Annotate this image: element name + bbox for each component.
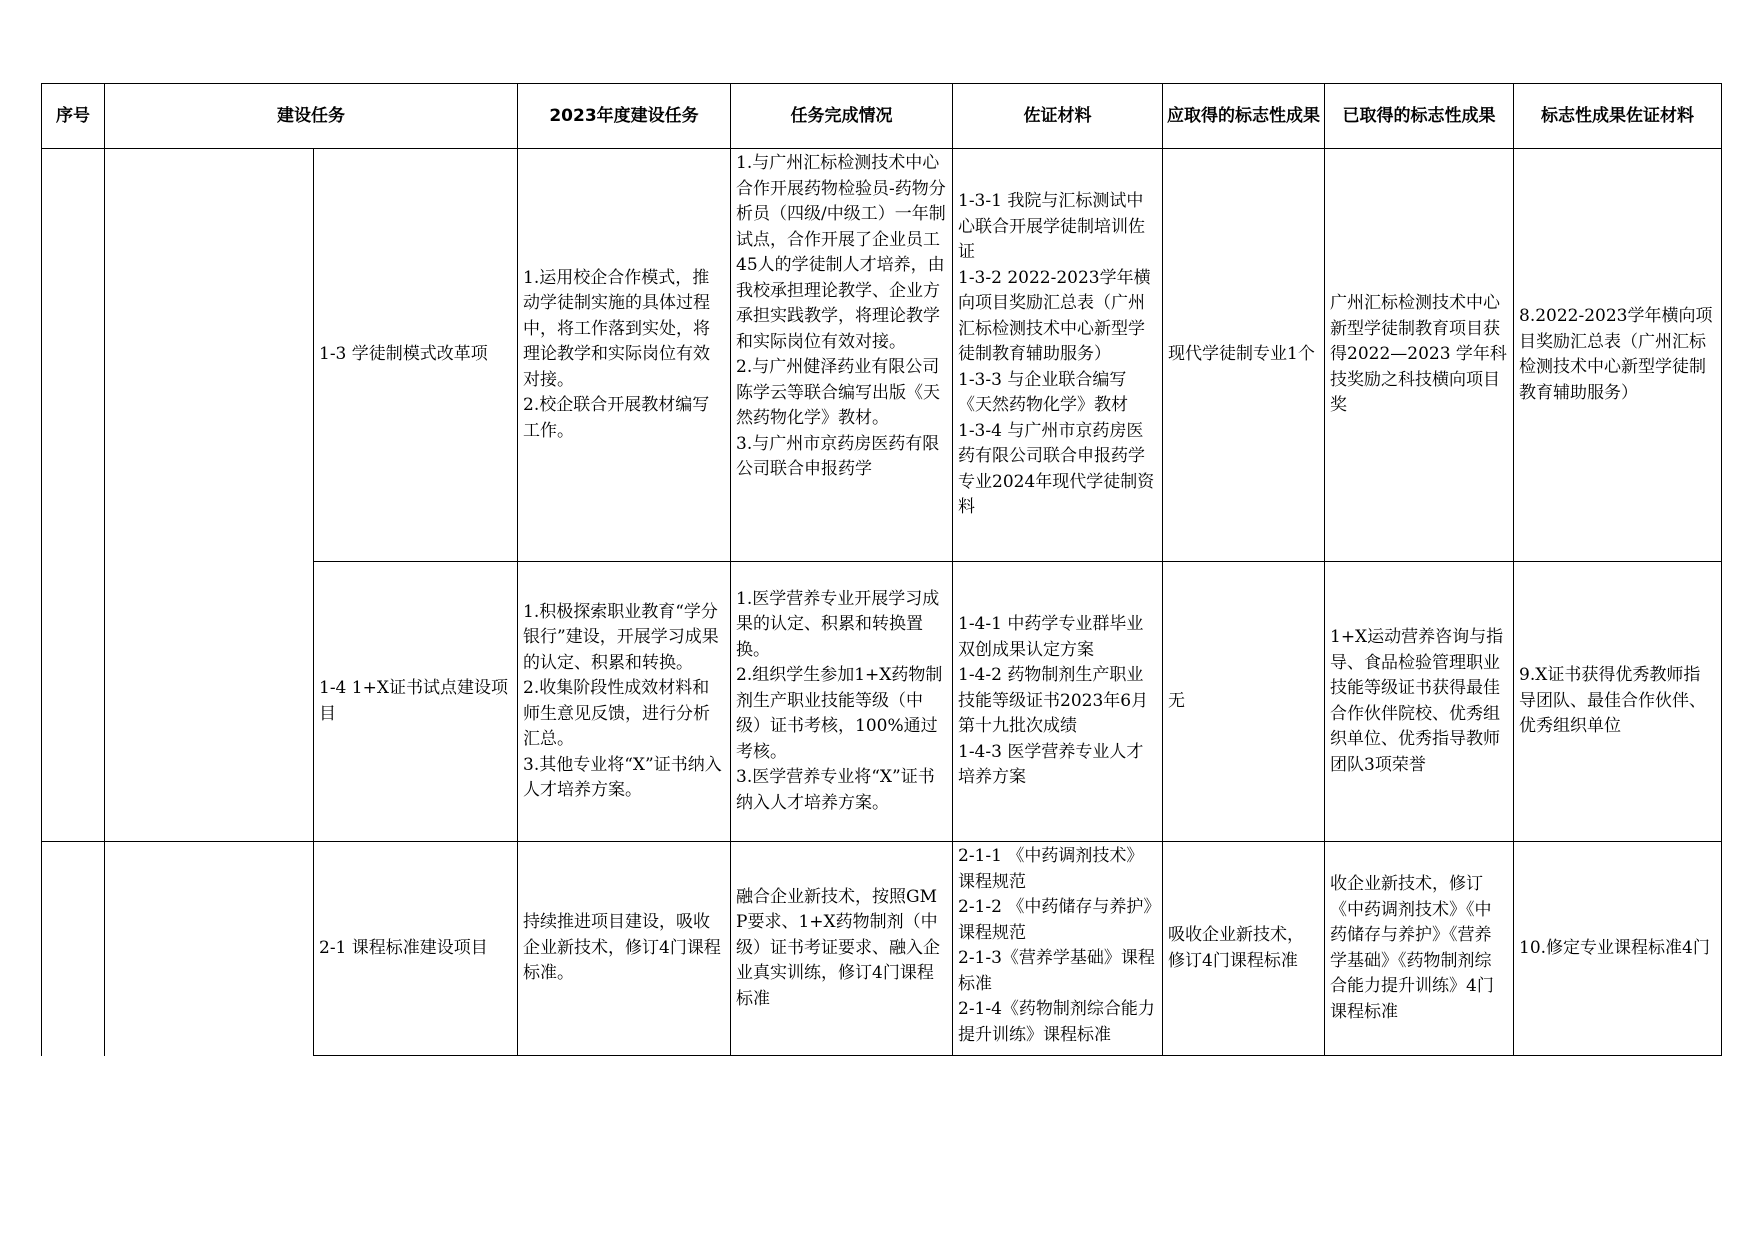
table-row [42,842,1722,1056]
task-cell [105,842,314,1056]
completion-cell: 1.医学营养专业开展学习成果的认定、积累和转换置换。 2.组织学生参加1+X药物制剂生产职业技能等级（中级）证书考核，100%通过考核。 3.医学营养专业将“X”证书纳入人才培养方案。 [731,562,953,842]
achieved-cell: 广州汇标检测技术中心新型学徒制教育项目获得2022—2023 学年科技奖励之科技横向项目奖 [1325,149,1514,562]
completion-cell: 1.与广州汇标检测技术中心合作开展药物检验员-药物分析员（四级/中级工）一年制试点，合作开展了企业员工45人的学徒制人才培养，由我校承担理论教学、企业方承担实践教学，将理论教学和实际岗位有效对接。 2.与广州健泽药业有限公司陈学云等联合编写出版《天然药物化学》教材。 3.与广州市京药房医药有限公司联合申报药学 [736,153,946,479]
header-task-2023: 2023年度建设任务 [518,84,731,149]
evidence-cell: 1-4-1 中药学专业群毕业双创成果认定方案 1-4-2 药物制剂生产职业技能等级证书2023年6月第十九批次成绩 1-4-3 医学营养专业人才培养方案 [953,562,1163,842]
subtask-cell: 2-1 课程标准建设项目 [314,842,518,1056]
achieved-cell: 1+X运动营养咨询与指导、食品检验管理职业技能等级证书获得最佳合作伙伴院校、优秀组织单位、优秀指导教师团队3项荣誉 [1325,562,1514,842]
header-seq: 序号 [42,84,105,149]
task-2023-cell: 持续推进项目建设，吸收企业新技术，修订4门课程标准。 [518,842,731,1056]
table-row [42,149,1722,562]
task-2023-cell: 1.积极探索职业教育“学分银行”建设，开展学习成果的认定、积累和转换。 2.收集阶段性成效材料和师生意见反馈，进行分析汇总。 3.其他专业将“X”证书纳入人才培养方案。 [518,562,731,842]
expected-cell: 无 [1163,562,1325,842]
expected-cell: 吸收企业新技术，修订4门课程标准 [1163,842,1325,1056]
header-achieved-evidence: 标志性成果佐证材料 [1514,84,1722,149]
header-task: 建设任务 [105,84,518,149]
construction-task-table [41,83,1722,1056]
header-expected-results: 应取得的标志性成果 [1163,84,1325,149]
task-cell [105,149,314,842]
header-row [42,84,1722,149]
task-2023-cell: 1.运用校企合作模式，推动学徒制实施的具体过程中，将工作落到实处，将理论教学和实际岗位有效对接。 2.校企联合开展教材编写工作。 [518,149,731,562]
document-sheet [41,83,1721,1056]
completion-cell: 融合企业新技术，按照GMP要求、1+X药物制剂（中级）证书考证要求、融入企业真实训练，修订4门课程标准 [731,842,953,1056]
evidence-cell: 2-1-1 《中药调剂技术》课程规范 2-1-2 《中药储存与养护》课程规范 2-1-3《营养学基础》课程标准 2-1-4《药物制剂综合能力提升训练》课程标准 [958,846,1155,1045]
achieved-cell: 收企业新技术，修订《中药调剂技术》《中药储存与养护》《营养学基础》《药物制剂综合能力提升训练》4门课程标准 [1325,842,1514,1056]
evidence-cell: 1-3-1 我院与汇标测试中心联合开展学徒制培训佐证 1-3-2 2022-2023学年横向项目奖励汇总表（广州汇标检测技术中心新型学徒制教育辅助服务） 1-3-3 与企业联合编写《天然药物化学》教材 1-3-4 与广州市京药房医药有限公司联合申报药学专业2024年现代学徒制资料 [953,149,1163,562]
seq-cell [42,842,105,1056]
header-completion: 任务完成情况 [731,84,953,149]
seq-cell [42,149,105,842]
expected-cell: 现代学徒制专业1个 [1163,149,1325,562]
achieved-evidence-cell: 8.2022-2023学年横向项目奖励汇总表（广州汇标检测技术中心新型学徒制教育辅助服务） [1514,149,1722,562]
header-achieved-results: 已取得的标志性成果 [1325,84,1514,149]
header-evidence: 佐证材料 [953,84,1163,149]
achieved-evidence-cell: 10.修定专业课程标准4门 [1514,842,1722,1056]
subtask-cell: 1-4 1+X证书试点建设项目 [314,562,518,842]
subtask-cell: 1-3 学徒制模式改革项 [314,149,518,562]
achieved-evidence-cell: 9.X证书获得优秀教师指导团队、最佳合作伙伴、优秀组织单位 [1514,562,1722,842]
